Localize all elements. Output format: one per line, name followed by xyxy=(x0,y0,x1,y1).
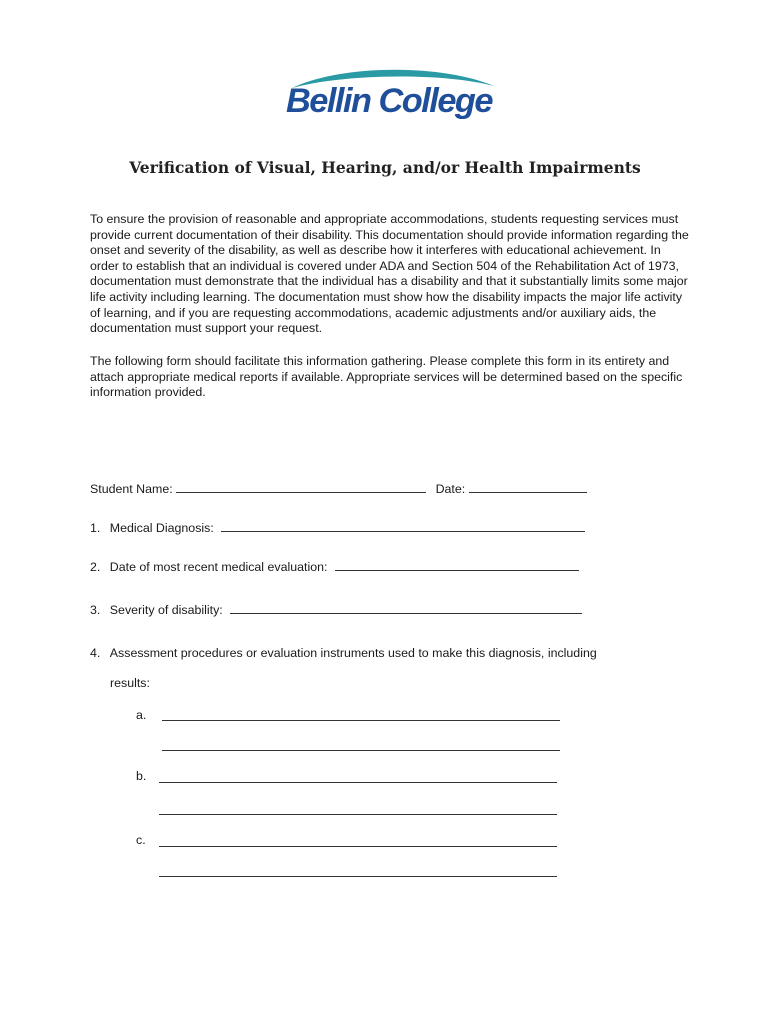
subitem-c-line-2[interactable] xyxy=(159,876,557,877)
severity-field[interactable] xyxy=(230,601,582,614)
subitem-a-label: a. xyxy=(136,708,147,722)
evaluation-date-field[interactable] xyxy=(335,558,579,571)
severity-row xyxy=(90,601,582,617)
severity-label: Severity of disability: xyxy=(109,603,223,617)
item-number: 1. xyxy=(90,521,101,535)
subitem-b-line-1[interactable] xyxy=(159,782,557,783)
student-name-field[interactable] xyxy=(176,480,426,493)
instructions-paragraph: The following form should facilitate this information gathering. Please complete this form in its entirety and attach appropriate medical reports if available. Appropriate services will be determined based on the specific information provided. xyxy=(90,354,683,400)
assessment-label: Assessment procedures or evaluation instruments used to make this diagnosis, including xyxy=(109,646,597,660)
medical-diagnosis-row xyxy=(90,519,585,535)
document-title: Verification of Visual, Hearing, and/or Health Impairments xyxy=(129,158,641,177)
medical-diagnosis-label: Medical Diagnosis: xyxy=(109,521,214,535)
subitem-c-line-1[interactable] xyxy=(159,846,557,847)
evaluation-date-row xyxy=(90,558,579,574)
subitem-a-line-2[interactable] xyxy=(162,750,560,751)
item-number: 4. xyxy=(90,646,101,660)
assessment-continuation: results: xyxy=(110,676,150,690)
item-number: 3. xyxy=(90,603,101,617)
subitem-b-label: b. xyxy=(136,769,147,783)
student-name-label: Student Name: xyxy=(90,482,173,496)
subitem-c-label: c. xyxy=(136,833,146,847)
date-field[interactable] xyxy=(469,480,587,493)
evaluation-date-label: Date of most recent medical evaluation: xyxy=(109,560,328,574)
assessment-row xyxy=(90,646,597,660)
intro-paragraph: To ensure the provision of reasonable and appropriate accommodations, students requesting services must provide current documentation of their disability. This documentation should provide information regarding the onset and severity of the disability, as well as describe how it interferes with educational achievement. In order to establish that an individual is covered under ADA and Section 504 of the Rehabilitation Act of 1973, documentation must demonstrate that the individual has a disability and that it substantially limits some major life activity including learning. The documentation must show how the disability impacts the major life activity of learning, and if you are requesting accommodations, academic adjustments and/or auxiliary aids, the documentation must support your request. xyxy=(90,212,689,336)
logo-text: Bellin College xyxy=(286,82,493,120)
subitem-b-line-2[interactable] xyxy=(159,814,557,815)
medical-diagnosis-field[interactable] xyxy=(221,519,585,532)
bellin-college-logo xyxy=(282,66,498,122)
item-number: 2. xyxy=(90,560,101,574)
subitem-a-line-1[interactable] xyxy=(162,720,560,721)
date-label: Date: xyxy=(435,482,466,496)
student-name-row xyxy=(90,480,587,496)
